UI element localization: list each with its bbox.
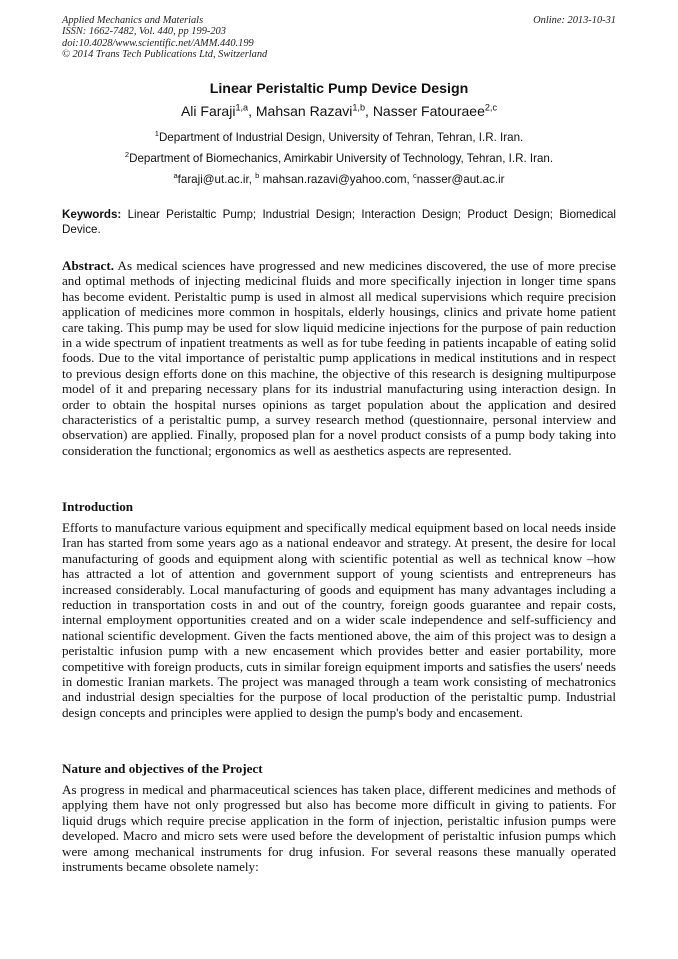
section-heading-nature-objectives: Nature and objectives of the Project bbox=[62, 761, 263, 776]
journal-issn: ISSN: 1662-7482, Vol. 440, pp 199-203 bbox=[62, 26, 226, 38]
author-name: Ali Faraji bbox=[180, 103, 236, 119]
keywords-label: Keywords: bbox=[62, 208, 122, 221]
author-affiliation-mark: 1,a bbox=[235, 102, 249, 113]
affiliation-mark: 2 bbox=[124, 150, 130, 160]
journal-header bbox=[62, 15, 616, 61]
affiliation-text: Department of Biomechanics, Amirkabir University of Technology, Tehran, I.R. Iran. bbox=[129, 152, 554, 165]
journal-copyright: © 2014 Trans Tech Publications Ltd, Switzerland bbox=[62, 49, 268, 61]
journal-name: Applied Mechanics and Materials bbox=[62, 15, 204, 26]
paper-title: Linear Peristaltic Pump Device Design bbox=[209, 81, 469, 97]
author-list: Ali Faraji$^{1,a}$, Mahsan Razavi$^{1,b}$, Nasser Fatouraee$^{2,c}$ bbox=[180, 102, 498, 119]
email-address[interactable]: nasser@aut.ac.ir bbox=[416, 173, 505, 186]
affiliation-text: Department of Industrial Design, University of Tehran, Tehran, I.R. Iran. bbox=[158, 131, 524, 144]
author-affiliation-mark: 2,c bbox=[484, 102, 498, 113]
section-body-nature-objectives: As progress in medical and pharmaceutical sciences has taken place, different medicines and methods of applying them have not only progressed but also has become more difficult in giving to patients. For liquid drugs which require precise application in the form of injection, peristaltic infusion pumps were developed. Macro and micro sets were used before the development of peristaltic infusion pumps which were among mechanical instruments for drug infusion. For several reasons these manually operated instruments became obsolete namely: bbox=[62, 782, 616, 875]
abstract-label: Abstract. bbox=[62, 258, 114, 273]
online-date: Online: 2013-10-31 bbox=[533, 15, 616, 26]
affiliation-mark: 1 bbox=[154, 129, 159, 139]
email-mark: a bbox=[173, 171, 178, 181]
keywords-text: Linear Peristaltic Pump; Industrial Design; Interaction Design; Product Design; Biomedical Device. bbox=[62, 208, 616, 236]
affiliation-2 bbox=[62, 152, 616, 166]
email-address[interactable]: mahsan.razavi@yahoo.com, bbox=[262, 173, 410, 186]
author-name: Mahsan Razavi bbox=[255, 103, 353, 119]
section-heading-introduction: Introduction bbox=[62, 499, 134, 514]
email-mark: b bbox=[255, 171, 260, 181]
email-address[interactable]: faraji@ut.ac.ir, bbox=[177, 173, 252, 186]
affiliation-1 bbox=[62, 131, 616, 145]
abstract-block bbox=[62, 258, 616, 458]
author-name: Nasser Fatouraee bbox=[372, 103, 485, 119]
journal-doi[interactable]: doi:10.4028/www.scientific.net/AMM.440.199 bbox=[62, 37, 254, 49]
email-list bbox=[62, 173, 616, 187]
author-affiliation-mark: 1,b bbox=[352, 102, 366, 113]
keywords-block bbox=[62, 208, 616, 237]
abstract-text: As medical sciences have progressed and new medicines discovered, the use of more precise and optimal methods of injecting medicinal fluids and more specifically injection in longer time spans has become evident. Peristaltic pump is used in almost all medical supervisions which require precision application of medicines more common in hospitals, elderly housings, clinics and private home patient care taking. This pump may be used for slow liquid medicine injections for the purpose of pain reduction in a wide spectrum of inpatient treatments as well as for tube feeding in patients incapable of eating solid foods. Due to the vital importance of peristaltic pump applications in medical institutions and in respect to previous design efforts done on this machine, the objective of this research is designing multipurpose model of it and preparing necessary plans for its industrial manufacturing using interaction design. In order to obtain the hospital nurses opinions as target population about the application and desired characteristics of a peristaltic pump, a survey research method (questionnaire, personal interview and observation) are applied. Finally, proposed plan for a novel product consists of a pump body taking into consideration the functional; ergonomics as well as aesthetics aspects are represented. bbox=[62, 258, 616, 458]
section-body-introduction: Efforts to manufacture various equipment and specifically medical equipment based on local needs inside Iran has started from some years ago as a national endeavor and strategy. At present, the desire for local manufacturing of goods and equipment along with scientific potential as well as technical know –how has attracted a lot of attention and government support of young scientists and entrepreneurs has increased considerably. Local manufacturing of goods and equipment has many advantages including a reduction in transportation costs in and out of the country, foreign goods guarantee and repair costs, internal employment opportunities created and on a wider scale independence and self-sufficiency and national scientific development. Given the facts mentioned above, the aim of this project was to design a peristaltic infusion pump with a new encasement which provides better and easier portability, more competitive with foreign products, cuts in similar foreign equipment imports and satisfies the users' needs in domestic Iranian markets. The project was managed through a team work consisting of mechatronics and industrial design specialties for the purpose of local production of the peristaltic pump. Industrial design concepts and principles were applied to design the pump's body and encasement. bbox=[62, 520, 616, 720]
email-mark: c bbox=[412, 171, 417, 181]
